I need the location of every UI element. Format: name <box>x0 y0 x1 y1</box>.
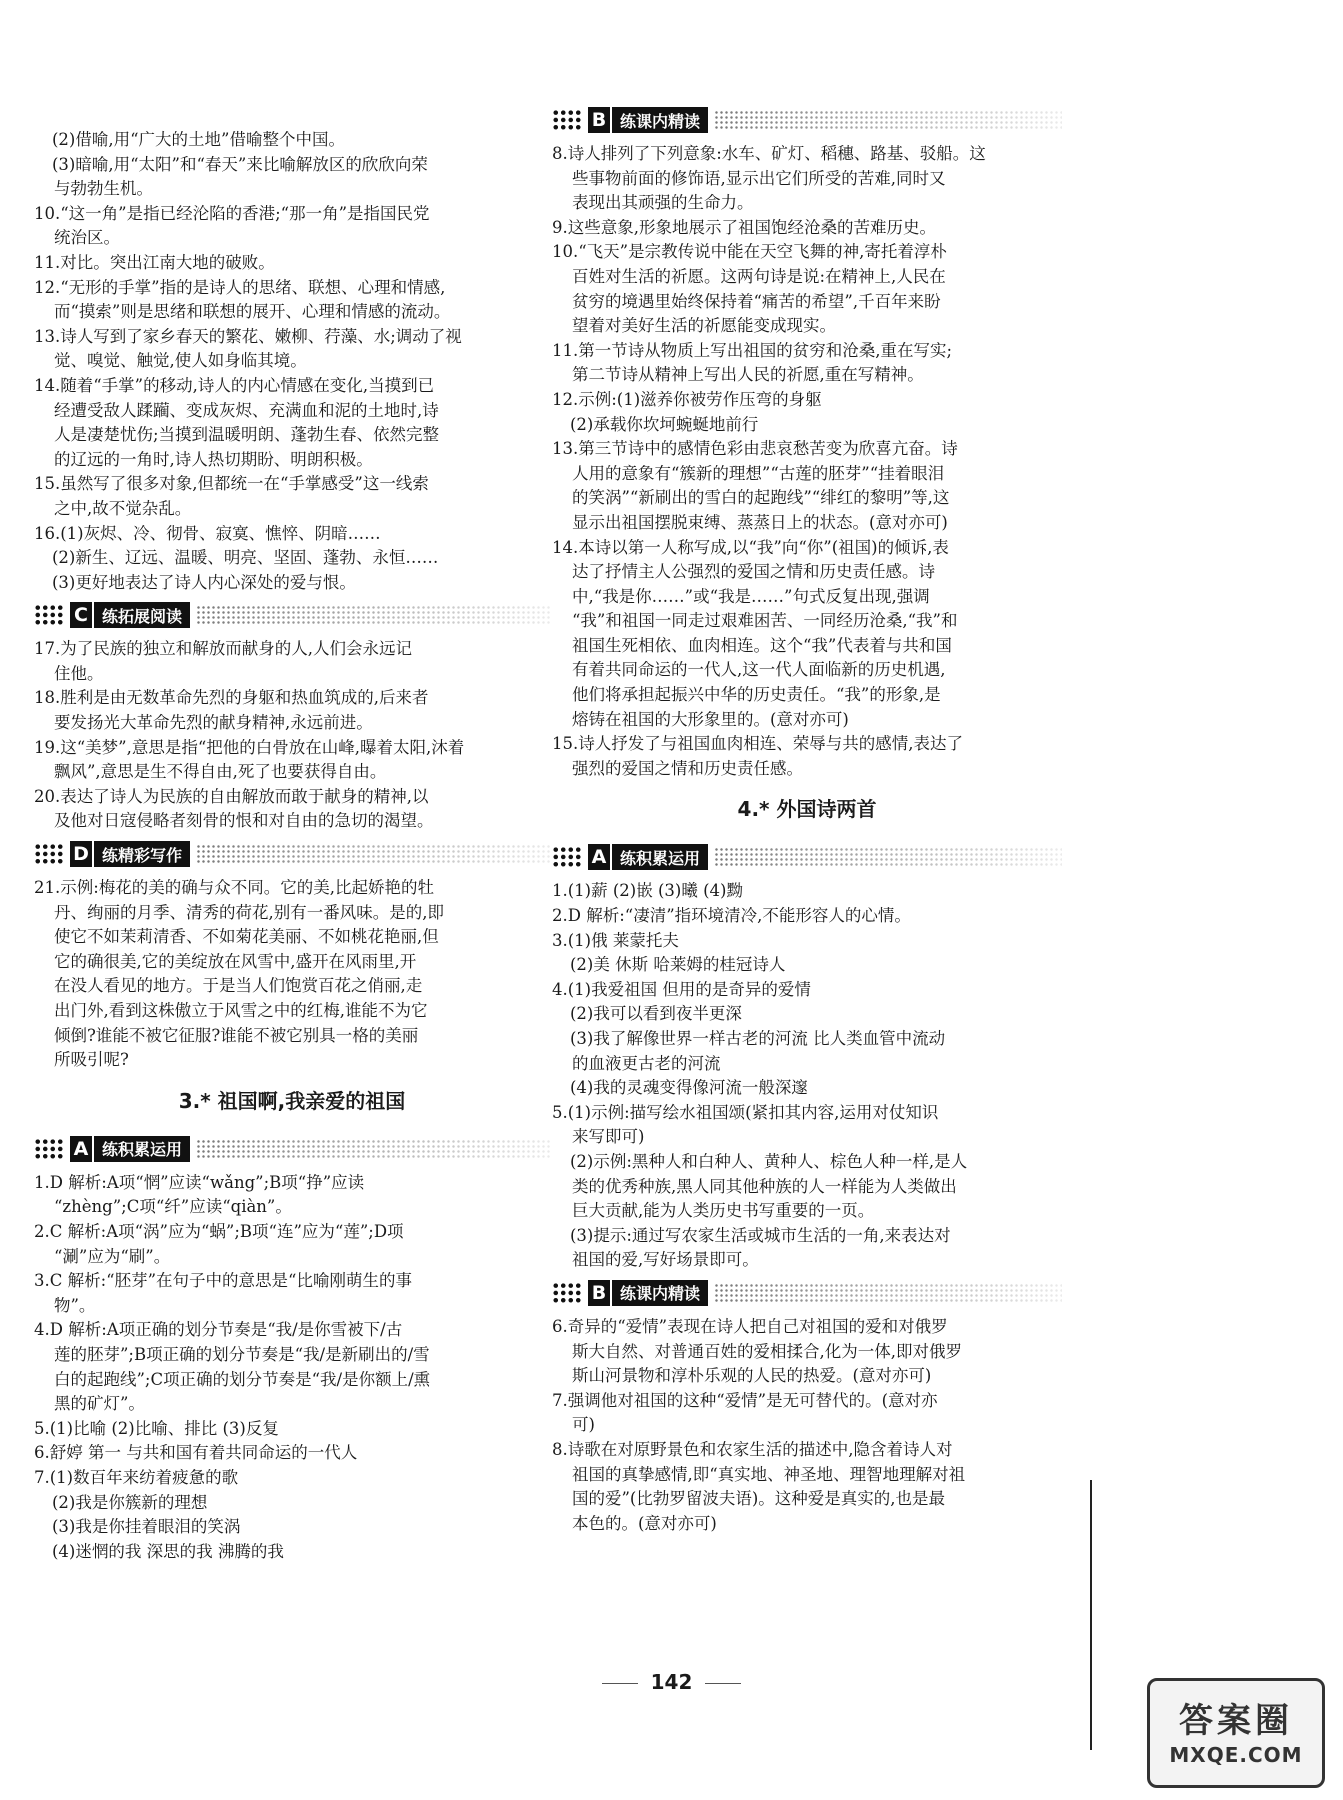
answer-line: (3)我是你挂着眼泪的笑涡 <box>52 1517 241 1537</box>
answer-line: 15.诗人抒发了与祖国血肉相连、荣辱与共的感情,表达了 <box>552 734 963 754</box>
section-title: 练积累运用 <box>94 1136 190 1162</box>
dotted-fill <box>196 605 550 625</box>
answer-line: 的辽远的一角时,诗人热切期盼、明朗积极。 <box>54 449 373 469</box>
answer-line: 白的起跑线”;C项正确的划分节奏是“我/是你额上/熏 <box>54 1369 431 1389</box>
watermark-text: 答案圈 <box>1179 1701 1293 1741</box>
dots-grid-icon <box>34 1138 64 1160</box>
section-header-b <box>552 104 1062 136</box>
answer-line: 所吸引呢? <box>54 1050 129 1070</box>
answer-line: 百姓对生活的祈愿。这两句诗是说:在精神上,人民在 <box>572 266 946 286</box>
footer-dash <box>705 1683 741 1684</box>
section-letter: D <box>70 841 92 867</box>
answer-line: 些事物前面的修饰语,显示出它们所受的苦难,同时又 <box>572 168 946 188</box>
answer-line: 7.(1)数百年来纺着疲惫的歌 <box>34 1467 239 1487</box>
section-title: 练课内精读 <box>612 107 708 133</box>
answer-line: 要发扬光大革命先烈的献身精神,永远前进。 <box>54 713 373 733</box>
answer-line: “zhèng”;C项“纤”应读“qiàn”。 <box>54 1197 292 1217</box>
answer-line: 14.随着“手掌”的移动,诗人的内心情感在变化,当摸到已 <box>34 375 435 395</box>
page-footer <box>0 1670 1343 1694</box>
answer-line: (4)迷惘的我 深思的我 沸腾的我 <box>52 1541 284 1561</box>
answer-line: 熔铸在祖国的大形象里的。(意对亦可) <box>572 709 849 729</box>
answer-line: 12.示例:(1)滋养你被劳作压弯的身躯 <box>552 389 822 409</box>
answer-line: 及他对日寇侵略者刻骨的恨和对自由的急切的渴望。 <box>54 811 434 831</box>
answer-line: 2.D 解析:“凄清”指环境清冷,不能形容人的心情。 <box>552 906 911 926</box>
answer-line: 丹、绚丽的月季、清秀的荷花,别有一番风味。是的,即 <box>54 902 444 922</box>
dots-grid-icon <box>34 604 64 626</box>
section-header-b2 <box>552 1277 1062 1309</box>
right-part3 <box>552 1315 1062 1536</box>
answer-line: 而“摸索”则是思绪和联想的展开、心理和情感的流动。 <box>54 302 451 322</box>
answer-line: 统治区。 <box>54 228 120 248</box>
answer-line: 2.C 解析:A项“涡”应为“蜗”;B项“连”应为“莲”;D项 <box>34 1221 404 1241</box>
answer-line: 人是凄楚忧伤;当摸到温暖明朗、蓬勃生春、依然完整 <box>54 425 440 445</box>
answer-line: 20.表达了诗人为民族的自由解放而敢于献身的精神,以 <box>34 786 429 806</box>
answer-line: (3)暗喻,用“太阳”和“春天”来比喻解放区的欣欣向荣 <box>52 154 428 174</box>
answer-line: 显示出祖国摆脱束缚、蒸蒸日上的状态。(意对亦可) <box>572 512 948 532</box>
answer-line: 11.第一节诗从物质上写出祖国的贫穷和沧桑,重在写实; <box>552 340 953 360</box>
section-letter: B <box>588 1280 610 1306</box>
answer-line: (2)示例:黑种人和白种人、黄种人、棕色人种一样,是人 <box>570 1151 968 1171</box>
answer-line: “涮”应为“刷”。 <box>54 1246 171 1266</box>
answer-line: 5.(1)示例:描写绘水祖国颂(紧扣其内容,运用对仗知识 <box>552 1102 939 1122</box>
answer-line: 4.(1)我爱祖国 但用的是奇异的爱情 <box>552 979 811 999</box>
right-part1 <box>552 142 1062 781</box>
answer-line: 祖国的真挚感情,即“真实地、神圣地、理智地理解对祖 <box>572 1464 966 1484</box>
answer-line: 14.本诗以第一人称写成,以“我”向“你”(祖国)的倾诉,表 <box>552 537 949 557</box>
answer-line: 与勃勃生机。 <box>54 179 153 199</box>
answer-line: 11.对比。突出江南大地的破败。 <box>34 252 275 272</box>
dotted-fill <box>196 844 550 864</box>
answer-line: 的血液更古老的河流 <box>572 1053 721 1073</box>
answer-line: 飘风”,意思是生不得自由,死了也要获得自由。 <box>54 762 387 782</box>
watermark-logo <box>1147 1678 1325 1788</box>
answer-line: 7.强调他对祖国的这种“爱情”是无可替代的。(意对亦 <box>552 1390 938 1410</box>
answer-line: 它的确很美,它的美绽放在风雪中,盛开在风雨里,开 <box>54 951 417 971</box>
answer-line: 13.诗人写到了家乡春天的繁花、嫩柳、荇藻、水;调动了视 <box>34 326 462 346</box>
dots-grid-icon <box>552 1282 582 1304</box>
answer-line: 10.“飞天”是宗教传说中能在天空飞舞的神,寄托着淳朴 <box>552 242 947 262</box>
section-letter: C <box>70 602 92 628</box>
section-title: 练课内精读 <box>612 1280 708 1306</box>
section-header-a2 <box>552 841 1062 873</box>
answer-line: (2)我是你簇新的理想 <box>52 1492 208 1512</box>
answer-line: (3)我了解像世界一样古老的河流 比人类血管中流动 <box>570 1029 946 1048</box>
section-title: 练拓展阅读 <box>94 602 190 628</box>
dotted-fill <box>196 1139 550 1159</box>
answer-line: 15.虽然写了很多对象,但都统一在“手掌感受”这一线索 <box>34 474 429 494</box>
section-header-a <box>34 1133 550 1165</box>
right-part2 <box>552 879 1062 1273</box>
answer-line: (3)更好地表达了诗人内心深处的爱与恨。 <box>52 572 356 592</box>
lesson-title-3: 3.* 祖国啊,我亲爱的祖国 <box>178 1088 406 1113</box>
answer-line: 斯大自然、对普通百姓的爱相揉合,化为一体,即对俄罗 <box>572 1341 962 1361</box>
answer-line: 出门外,看到这株傲立于风雪之中的红梅,谁能不为它 <box>54 1001 428 1020</box>
answer-line: 使它不如茉莉清香、不如菊花美丽、不如桃花艳丽,但 <box>54 927 439 947</box>
left-part3 <box>34 876 550 1073</box>
answer-line: 16.(1)灰烬、冷、彻骨、寂寞、憔悴、阴暗…… <box>34 523 381 543</box>
answer-line: 在没人看见的地方。于是当人们饱赏百花之俏丽,走 <box>54 976 423 996</box>
left-column <box>34 128 550 1564</box>
answer-line: 之中,故不觉杂乱。 <box>54 498 192 518</box>
answer-line: 贫穷的境遇里始终保持着“痛苦的希望”,千百年来盼 <box>572 291 941 311</box>
answer-line: 莲的胚芽”;B项正确的划分节奏是“我/是新刷出的/雪 <box>54 1344 430 1364</box>
answer-line: 斯山河景物和淳朴乐观的人民的热爱。(意对亦可) <box>572 1366 932 1386</box>
answer-line: 18.胜利是由无数革命先烈的身躯和热血筑成的,后来者 <box>34 688 429 708</box>
left-part2 <box>34 637 550 834</box>
answer-line: 经遭受敌人蹂躏、变成灰烬、充满血和泥的土地时,诗 <box>54 400 439 420</box>
answer-line: 表现出其顽强的生命力。 <box>572 193 754 213</box>
answer-line: 3.(1)俄 莱蒙托夫 <box>552 930 679 950</box>
answer-line: 4.D 解析:A项正确的划分节奏是“我/是你雪被下/古 <box>34 1320 403 1340</box>
answer-line: 的笑涡”“新刷出的雪白的起跑线”“绯红的黎明”等,这 <box>572 488 950 508</box>
answer-line: 21.示例:梅花的美的确与众不同。它的美,比起娇艳的牡 <box>34 878 435 898</box>
answer-line: 19.这“美梦”,意思是指“把他的白骨放在山峰,曝着太阳,沐着 <box>34 737 465 757</box>
watermark-url: MXQE.COM <box>1169 1743 1303 1767</box>
answer-line: 6.奇异的“爱情”表现在诗人把自己对祖国的爱和对俄罗 <box>552 1316 948 1336</box>
answer-line: 巨大贡献,能为人类历史书写重要的一页。 <box>572 1201 875 1221</box>
answer-line: 1.D 解析:A项“惘”应读“wǎng”;B项“挣”应读 <box>34 1172 365 1192</box>
answer-line: 13.第三节诗中的感情色彩由悲哀愁苦变为欣喜亢奋。诗 <box>552 439 958 459</box>
answer-line: (2)我可以看到夜半更深 <box>570 1004 742 1024</box>
dotted-fill <box>714 847 1062 867</box>
dotted-fill <box>714 110 1062 130</box>
answer-line: 17.为了民族的独立和解放而献身的人,人们会永远记 <box>34 639 412 659</box>
answer-line: 达了抒情主人公强烈的爱国之情和历史责任感。诗 <box>572 562 935 582</box>
answer-line: 国的爱”(比勃罗留波夫语)。这种爱是真实的,也是最 <box>572 1489 946 1509</box>
dots-grid-icon <box>552 109 582 131</box>
answer-line: (2)美 休斯 哈莱姆的桂冠诗人 <box>570 955 786 975</box>
section-letter: A <box>70 1136 92 1162</box>
section-header-c <box>34 599 550 631</box>
answer-line: (2)新生、辽远、温暖、明亮、坚固、蓬勃、永恒…… <box>52 548 439 568</box>
margin-rule <box>1090 1480 1092 1750</box>
answer-line: “我”和祖国一同走过艰难困苦、一同经历沧桑,“我”和 <box>572 611 958 631</box>
answer-line: 9.这些意象,形象地展示了祖国饱经沧桑的苦难历史。 <box>552 217 936 237</box>
answer-line: 祖国生死相依、血肉相连。这个“我”代表着与共和国 <box>572 635 952 655</box>
answer-line: 倾倒?谁能不被它征服?谁能不被它别具一格的美丽 <box>54 1025 419 1045</box>
answer-line: 中,“我是你……”或“我是……”句式反复出现,强调 <box>572 586 930 606</box>
dots-grid-icon <box>34 843 64 865</box>
answer-line: 强烈的爱国之情和历史责任感。 <box>572 758 803 778</box>
answer-line: 可) <box>572 1415 595 1435</box>
answer-line: 本色的。(意对亦可) <box>572 1513 717 1533</box>
answer-line: 来写即可) <box>572 1127 645 1147</box>
answer-line: 类的优秀种族,黑人同其他种族的人一样能为人类做出 <box>572 1176 957 1196</box>
answer-line: 黑的矿灯”。 <box>54 1394 145 1414</box>
page-number: 142 <box>650 1670 693 1694</box>
section-title: 练精彩写作 <box>94 841 190 867</box>
answer-line: 5.(1)比喻 (2)比喻、排比 (3)反复 <box>34 1418 279 1438</box>
answer-line: 3.C 解析:“胚芽”在句子中的意思是“比喻刚萌生的事 <box>34 1271 412 1291</box>
answer-line: 第二节诗从精神上写出人民的祈愿,重在写精神。 <box>572 365 924 385</box>
answer-line: (2)承载你坎坷蜿蜒地前行 <box>570 414 759 434</box>
right-column <box>552 100 1062 1536</box>
section-letter: B <box>588 107 610 133</box>
answer-line: 望着对美好生活的祈愿能变成现实。 <box>572 316 836 336</box>
answer-line: 祖国的爱,写好场景即可。 <box>572 1250 759 1270</box>
answer-line: 12.“无形的手掌”指的是诗人的思绪、联想、心理和情感, <box>34 277 446 297</box>
answer-line: (2)借喻,用“广大的土地”借喻整个中国。 <box>52 130 345 149</box>
answer-line: (3)提示:通过写农家生活或城市生活的一角,来表达对 <box>570 1225 951 1245</box>
answer-line: 有着共同命运的一代人,这一代人面临新的历史机遇, <box>572 660 946 680</box>
answer-line: 8.诗歌在对原野景色和农家生活的描述中,隐含着诗人对 <box>552 1439 953 1459</box>
answer-line: 6.舒婷 第一 与共和国有着共同命运的一代人 <box>34 1443 358 1463</box>
answer-line: 人用的意象有“簇新的理想”“古莲的胚芽”“挂着眼泪 <box>572 463 945 483</box>
dotted-fill <box>714 1283 1062 1303</box>
footer-dash <box>602 1683 638 1684</box>
answer-line: 物”。 <box>54 1295 96 1315</box>
section-title: 练积累运用 <box>612 844 708 870</box>
left-part4 <box>34 1171 550 1565</box>
section-letter: A <box>588 844 610 870</box>
left-part1 <box>34 128 550 595</box>
lesson-title-4: 4.* 外国诗两首 <box>737 797 877 822</box>
answer-line: 8.诗人排列了下列意象:水车、矿灯、稻穗、路基、驳船。这 <box>552 144 986 163</box>
answer-line: 1.(1)薪 (2)嵌 (3)曦 (4)黝 <box>552 881 743 901</box>
answer-line: 觉、嗅觉、触觉,使人如身临其境。 <box>54 351 307 371</box>
answer-line: 他们将承担起振兴中华的历史责任。“我”的形象,是 <box>572 685 941 705</box>
answer-line: (4)我的灵魂变得像河流一般深邃 <box>570 1078 808 1098</box>
answer-line: 住他。 <box>54 663 104 683</box>
dots-grid-icon <box>552 846 582 868</box>
answer-line: 10.“这一角”是指已经沦陷的香港;“那一角”是指国民党 <box>34 203 430 223</box>
section-header-d <box>34 838 550 870</box>
